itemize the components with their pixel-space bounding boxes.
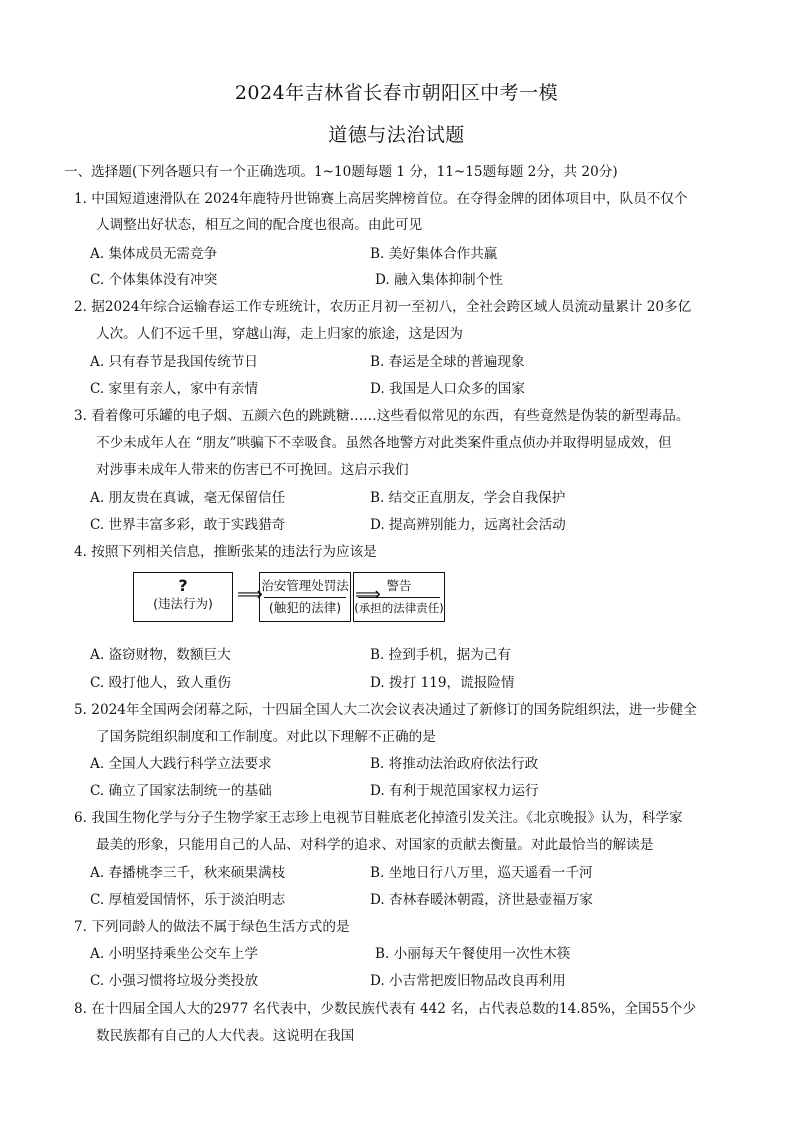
question-4-option-a: A. 盗窃财物，数额巨大 [90, 647, 231, 663]
law-diagram [133, 572, 443, 628]
question-3-line-1: 3. 看着像可乐罐的电子烟、五颜六色的跳跳糖……这些看似常见的东西，有些竟然是伪装的新型毒品。 [74, 408, 690, 424]
diagram-box-liability-label: (承担的法律责任) [354, 601, 444, 615]
diagram-box-liability [353, 572, 445, 622]
question-6-option-b: B. 坐地日行八万里，巡天遥看一千河 [370, 865, 593, 881]
question-3-option-b: B. 结交正直朋友，学会自我保护 [370, 490, 566, 506]
section-heading: 一、选择题(下列各题只有一个正确选项。1~10题每题 1 分，11~15题每题 2分，共 20分) [64, 164, 618, 180]
question-2-line-2: 人次。人们不远千里，穿越山海，走上归家的旅途，这是因为 [96, 326, 464, 342]
question-7-option-a: A. 小明坚持乘坐公交车上学 [90, 946, 258, 962]
page-subtitle: 道德与法治试题 [328, 124, 465, 146]
question-1-option-c: C. 个体集体没有冲突 [90, 272, 218, 288]
question-3-option-d: D. 提高辨别能力，远离社会活动 [370, 517, 566, 533]
diagram-box-liability-top: 警告 [386, 578, 412, 593]
question-7-line-1: 7. 下列同龄人的做法不属于绿色生活方式的是 [74, 919, 350, 935]
question-1-option-a: A. 集体成员无需竞争 [90, 246, 218, 262]
question-7-option-d: D. 小吉常把废旧物品改良再利用 [370, 973, 566, 989]
diagram-divider [358, 597, 440, 598]
question-5-line-1: 5. 2024年全国两会闭幕之际，十四届全国人大二次会议表决通过了新修订的国务院组织法，进一步健全 [74, 702, 697, 718]
question-2-option-a: A. 只有春节是我国传统节日 [90, 354, 258, 370]
question-4-line-1: 4. 按照下列相关信息，推断张某的违法行为应该是 [74, 544, 377, 560]
diagram-box-violation-label: (违法行为) [153, 596, 213, 611]
question-7-option-c: C. 小强习惯将垃圾分类投放 [90, 973, 259, 989]
question-5-line-2: 了国务院组织制度和工作制度。对此以下理解不正确的是 [96, 729, 436, 745]
diagram-box-violation [133, 572, 233, 622]
question-2-option-c: C. 家里有亲人，家中有亲情 [90, 381, 259, 397]
question-8-line-1: 8. 在十四届全国人大的2977 名代表中，少数民族代表有 442 名，占代表总数的14.85%，全国55个少 [74, 1001, 697, 1017]
question-4-option-d: D. 拨打 119，谎报险情 [370, 675, 515, 691]
question-1-option-d: D. 融入集体抑制个性 [375, 272, 503, 288]
arrow-icon: ⟹ [237, 584, 263, 605]
question-5-option-b: B. 将推动法治政府依法行政 [370, 756, 539, 772]
question-2-option-b: B. 春运是全球的普遍现象 [370, 354, 525, 370]
diagram-box-law-label: (触犯的法律) [268, 600, 342, 615]
question-5-option-c: C. 确立了国家法制统一的基础 [90, 783, 272, 799]
diagram-box-law-top: 治安管理处罚法 [261, 578, 349, 593]
diagram-divider [264, 597, 346, 598]
question-7-option-b: B. 小丽每天午餐使用一次性木筷 [375, 946, 571, 962]
question-5-option-a: A. 全国人大践行科学立法要求 [90, 756, 272, 772]
question-3-line-2: 不少未成年人在 “朋友”哄骗下不幸吸食。虽然各地警方对此类案件重点侦办并取得明显成效，但 [96, 435, 672, 451]
question-4-option-b: B. 捡到手机，据为己有 [370, 647, 511, 663]
question-4-option-c: C. 殴打他人，致人重伤 [90, 675, 231, 691]
question-3-option-c: C. 世界丰富多彩，敢于实践猎奇 [90, 517, 286, 533]
question-6-option-c: C. 厚植爱国情怀，乐于淡泊明志 [90, 892, 286, 908]
question-8-line-2: 数民族都有自己的人大代表。这说明在我国 [96, 1028, 355, 1044]
question-3-option-a: A. 朋友贵在真诚，毫无保留信任 [90, 490, 286, 506]
diagram-box-violation-top: ? [178, 576, 188, 595]
question-6-option-a: A. 春播桃李三千，秋来硕果满枝 [90, 865, 286, 881]
question-2-line-1: 2. 据2024年综合运输春运工作专班统计，农历正月初一至初八，全社会跨区域人员流动量累计 20多亿 [74, 299, 692, 315]
question-6-line-2: 最美的形象，只能用自己的人品、对科学的追求、对国家的贡献去衡量。对此最恰当的解读是 [96, 837, 654, 853]
question-1-line-1: 1. 中国短道速滑队在 2024年鹿特丹世锦赛上高居奖牌榜首位。在夺得金牌的团体项目中，队员不仅个 [74, 191, 688, 207]
question-1-option-b: B. 美好集体合作共赢 [370, 246, 498, 262]
page-title: 2024年吉林省长春市朝阳区中考一模 [234, 82, 559, 104]
diagram-box-law [259, 572, 351, 622]
question-2-option-d: D. 我国是人口众多的国家 [370, 381, 525, 397]
question-6-line-1: 6. 我国生物化学与分子生物学家王志珍上电视节目鞋底老化掉渣引发关注。《北京晚报》认为，科学家 [74, 810, 683, 826]
question-5-option-d: D. 有利于规范国家权力运行 [370, 783, 539, 799]
question-1-line-2: 人调整出好状态，相互之间的配合度也很高。由此可见 [96, 217, 423, 233]
arrow-icon: ⟹ [355, 584, 381, 605]
question-3-line-3: 对涉事未成年人带来的伤害已不可挽回。这启示我们 [96, 462, 409, 478]
question-6-option-d: D. 杏林春暖沐朝霞，济世悬壶福万家 [370, 892, 593, 908]
